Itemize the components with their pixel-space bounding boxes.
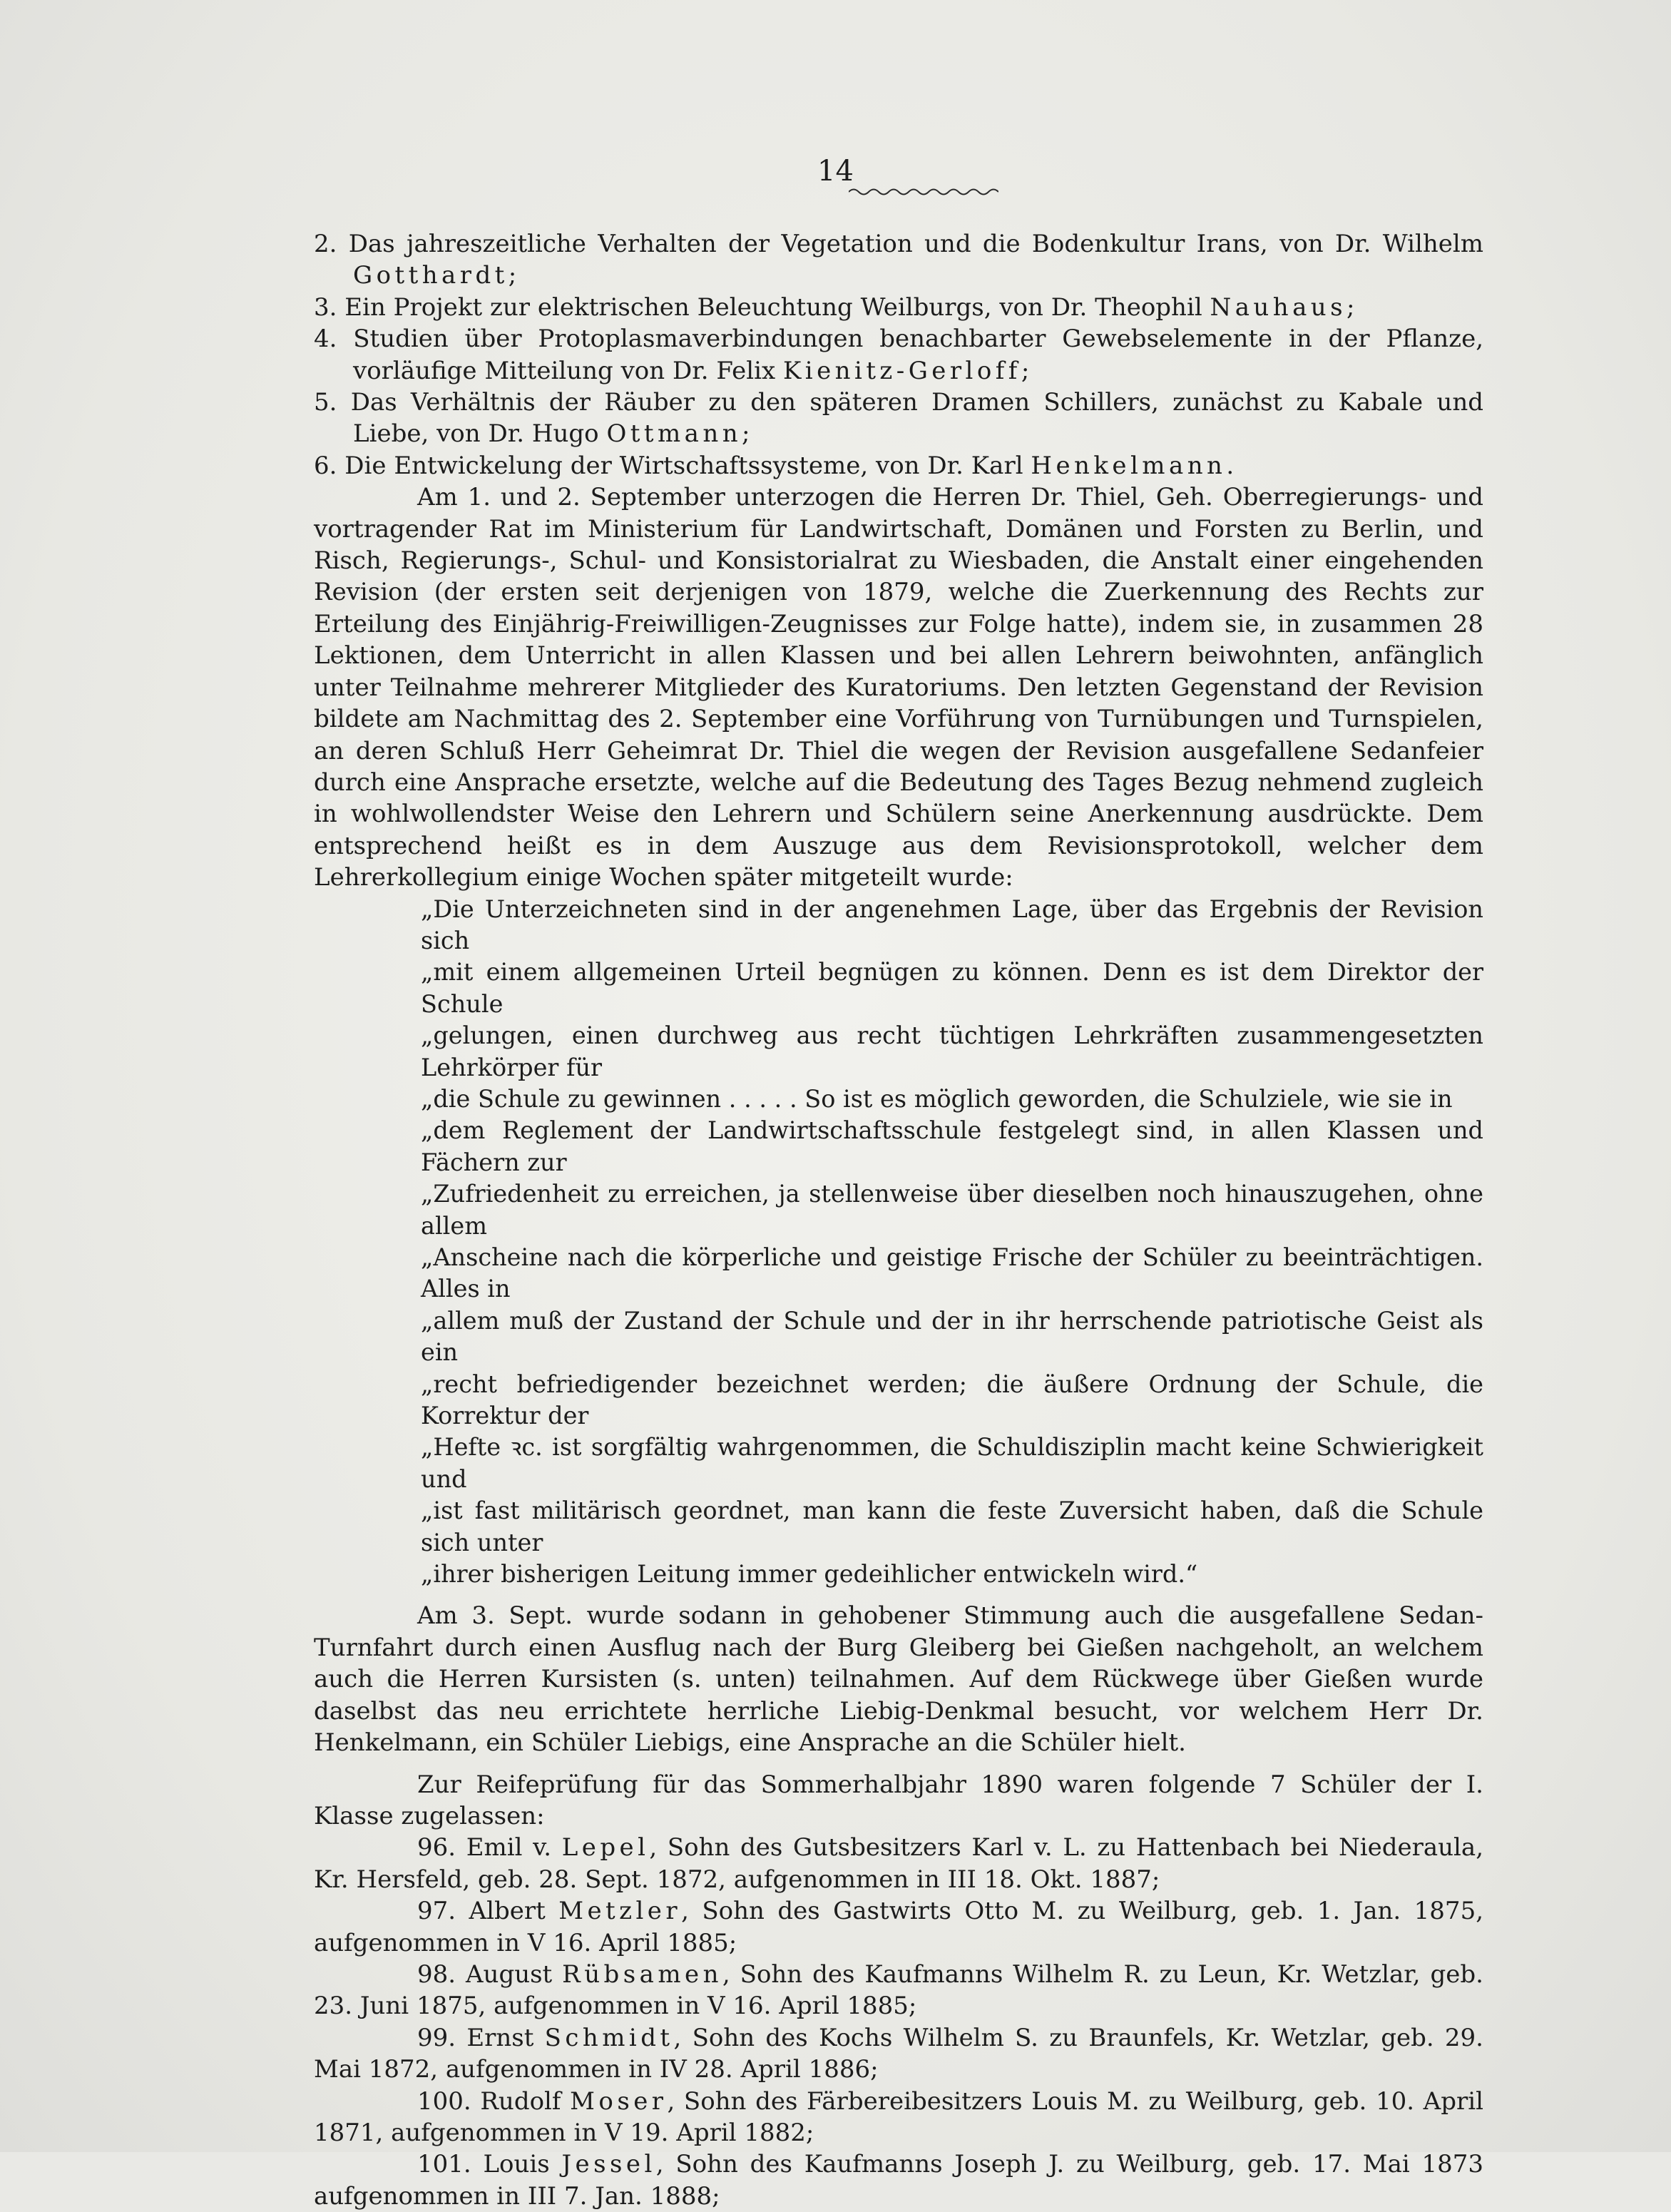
quote-line: „recht befriedigender bezeichnet werden; die äußere Ordnung der Schule, die Korrektur der xyxy=(421,1370,1483,1430)
quote-line: „ist fast militärisch geordnet, man kann die feste Zuversicht haben, daß die Schule sich unter xyxy=(421,1497,1483,1556)
quote-line: „die Schule zu gewinnen . . . . . So ist es möglich geworden, die Schulziele, wie sie in xyxy=(421,1084,1453,1113)
quote-line: „mit einem allgemeinen Urteil begnügen zu können. Denn es ist dem Direktor der Schule xyxy=(421,958,1483,1018)
quote-line: „ihrer bisherigen Leitung immer gedeihlicher entwickeln wird.“ xyxy=(421,1560,1198,1589)
student-entry: 99. Ernst Schmidt, Sohn des Kochs Wilhelm S. zu Braunfels, Kr. Wetzlar, geb. 29. Mai 1872, aufgenommen in IV 28. April 1886; xyxy=(314,2023,1483,2084)
quote-line: „Anscheine nach die körperliche und geistige Frische der Schüler zu beeinträchtigen. Alles in xyxy=(421,1243,1483,1303)
list-item: 5. Das Verhältnis der Räuber zu den späteren Dramen Schillers, zunächst zu Kabale und Liebe, von Dr. Hugo Ottmann; xyxy=(314,388,1483,449)
body-text xyxy=(314,228,1483,2212)
revision-quote xyxy=(314,894,1483,1591)
list-item: 3. Ein Projekt zur elektrischen Beleuchtung Weilburgs, von Dr. Theophil Nauhaus; xyxy=(314,292,1355,322)
quote-line: „gelungen, einen durchweg aus recht tüchtigen Lehrkräften zusammengesetzten Lehrkörper für xyxy=(421,1021,1483,1081)
quote-line: „Die Unterzeichneten sind in der angenehmen Lage, über das Ergebnis der Revision sich xyxy=(421,895,1483,954)
quote-line: „Zufriedenheit zu erreichen, ja stellenweise über dieselben noch hinauszugehen, ohne allem xyxy=(421,1180,1483,1240)
quote-line: „Hefte ꝛc. ist sorgfältig wahrgenommen, die Schuldisziplin macht keine Schwierigkeit und xyxy=(421,1433,1483,1493)
student-entry: 98. August Rübsamen, Sohn des Kaufmanns Wilhelm R. zu Leun, Kr. Wetzlar, geb. 23. Juni 1875, aufgenommen in V 16. April 1885; xyxy=(314,1959,1483,2021)
list-item: 4. Studien über Protoplasmaverbindungen benachbarter Gewebselemente in der Pflanze, vorläufige Mitteilung von Dr. Felix Kienitz-Gerloff; xyxy=(314,325,1484,385)
paragraph-reifepruefung: Zur Reifeprüfung für das Sommerhalbjahr 1890 waren folgende 7 Schüler der I. Klasse zugelassen: xyxy=(314,1770,1483,1830)
quote-line: „dem Reglement der Landwirtschaftsschule festgelegt sind, in allen Klassen und Fächern zur xyxy=(421,1116,1483,1176)
student-entry: 97. Albert Metzler, Sohn des Gastwirts Otto M. zu Weilburg, geb. 1. Jan. 1875, aufgenommen in V 16. April 1885; xyxy=(314,1897,1484,1957)
quote-line: „allem muß der Zustand der Schule und der in ihr herrschende patriotische Geist als ein xyxy=(421,1306,1483,1367)
student-entry: 96. Emil v. Lepel, Sohn des Gutsbesitzers Karl v. L. zu Hattenbach bei Niederaula, Kr. Hersfeld, geb. 28. Sept. 1872, aufgenommen in III 18. Okt. 1887; xyxy=(314,1833,1484,1894)
paragraph-sedan: Am 3. Sept. wurde sodann in gehobener Stimmung auch die ausgefallene Sedan-Turnfahrt durch einen Ausflug nach der Burg Gleiberg bei Gießen nachgeholt, an welchem auch die Herren Kursisten (s. unten) teilnahmen. Auf dem Rückwege über Gießen wurde daselbst das neu errichtete herrliche Liebig-Denkmal besucht, vor welchem Herr Dr. Henkelmann, ein Schüler Liebigs, eine Ansprache an die Schüler hielt. xyxy=(314,1601,1483,1758)
student-entry: 101. Louis Jessel, Sohn des Kaufmanns Joseph J. zu Weilburg, geb. 17. Mai 1873 aufgenommen in III 7. Jan. 1888; xyxy=(314,2150,1484,2211)
student-entry: 100. Rudolf Moser, Sohn des Färbereibesitzers Louis M. zu Weilburg, geb. 10. April 1871, aufgenommen in V 19. April 1882; xyxy=(314,2086,1483,2147)
wavy-rule-ornament xyxy=(849,187,998,197)
list-item: 6. Die Entwickelung der Wirtschaftssysteme, von Dr. Karl Henkelmann. xyxy=(314,451,1235,480)
list-item: 2. Das jahreszeitliche Verhalten der Vegetation und die Bodenkultur Irans, von Dr. Wilhelm Gotthardt; xyxy=(314,230,1483,290)
page-number: 14 xyxy=(817,155,854,188)
paragraph-revision: Am 1. und 2. September unterzogen die Herren Dr. Thiel, Geh. Oberregierungs- und vortragender Rat im Ministerium für Landwirtschaft, Domänen und Forsten zu Berlin, und Risch, Regierungs-, Schul- und Konsistorialrat zu Wiesbaden, die Anstalt einer eingehenden Revision (der ersten seit derjenigen von 1879, welche die Zuerkennung des Rechts zur Erteilung des Einjährig-Freiwilligen-Zeugnisses zur Folge hatte), indem sie, in zusammen 28 Lektionen, dem Unterricht in allen Klassen und bei allen Lehrern beiwohnten, anfänglich unter Teilnahme mehrerer Mitglieder des Kuratoriums. Den letzten Gegenstand der Revision bildete am Nachmittag des 2. September eine Vorführung von Turnübungen und Turnspielen, an deren Schluß Herr Geheimrat Dr. Thiel die wegen der Revision ausgefallene Sedanfeier durch eine Ansprache ersetzte, welche auf die Bedeutung des Tages Bezug nehmend zugleich in wohlwollendster Weise den Lehrern und Schülern seine Anerkennung ausdrückte. Dem entsprechend heißt es in dem Auszuge aus dem Revisionsprotokoll, welcher dem Lehrerkollegium einige Wochen später mitgeteilt wurde: xyxy=(314,483,1483,892)
